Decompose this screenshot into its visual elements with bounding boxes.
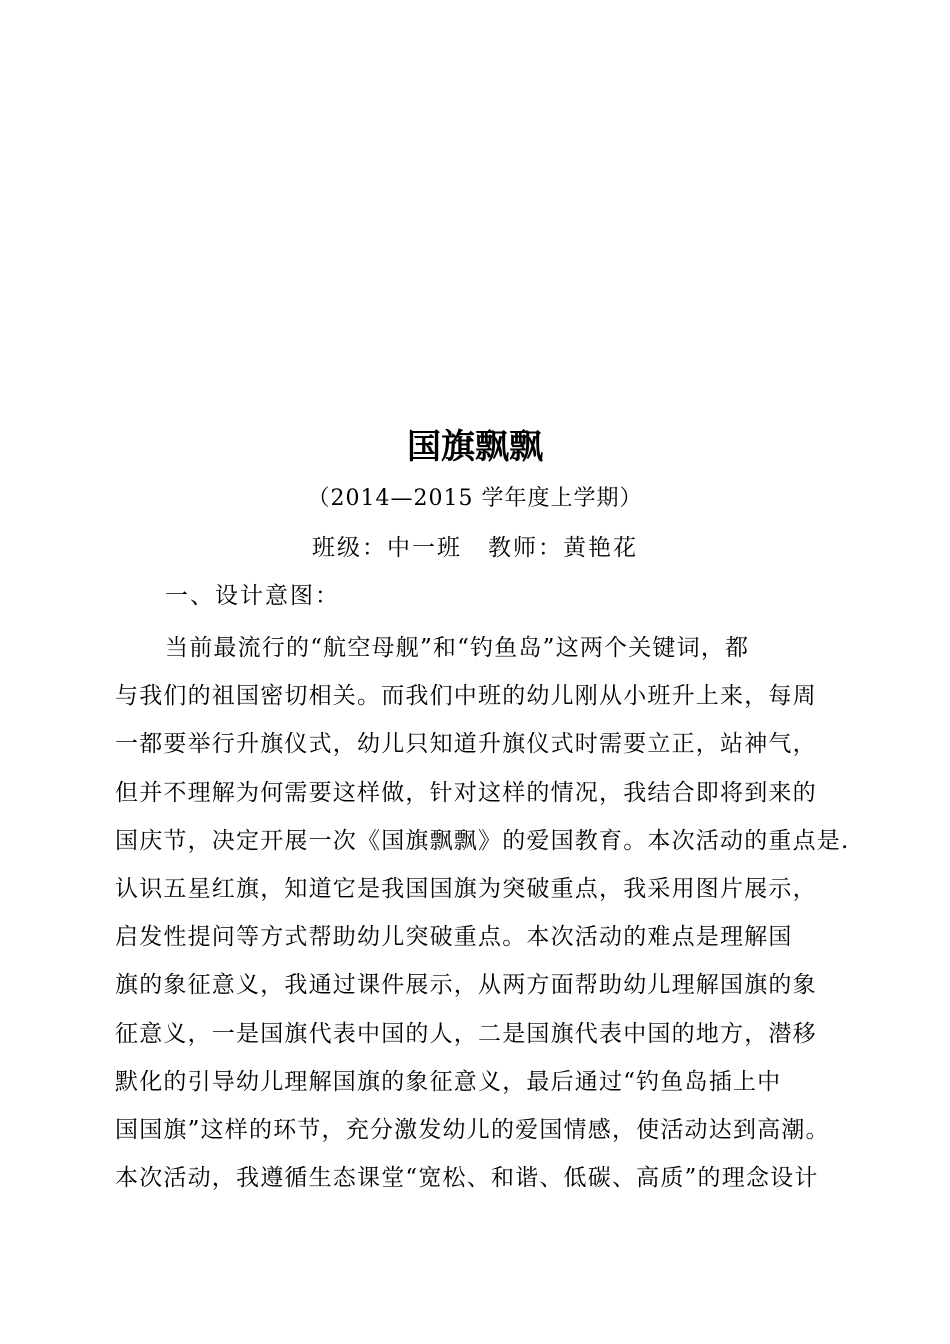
class-teacher-line [0, 532, 950, 564]
section-heading: 一、设计意图： [165, 583, 340, 609]
class-label: 班级：中一班 [312, 535, 462, 561]
paragraph-line: 一都要举行升旗仪式，幼儿只知道升旗仪式时需要立正，站神气， [115, 731, 817, 758]
paragraph-line: 征意义，一是国旗代表中国的人，二是国旗代表中国的地方，潜移 [115, 1020, 817, 1047]
paragraph-line: 本次活动，我遵循生态课堂“宽松、和谐、低碳、高质”的理念设计 [115, 1165, 819, 1192]
document-title: 国旗飘飘 [407, 427, 543, 467]
paragraph-line: 与我们的祖国密切相关。而我们中班的幼儿刚从小班升上来，每周 [115, 683, 817, 710]
paragraph-line: 国国旗”这样的环节，充分激发幼儿的爱国情感，使活动达到高潮。 [115, 1116, 830, 1143]
paragraph-line: 旗的象征意义，我通过课件展示，从两方面帮助幼儿理解国旗的象 [115, 972, 817, 999]
paragraph-line: 但并不理解为何需要这样做，针对这样的情况，我结合即将到来的 [115, 779, 817, 806]
paragraph-line: 默化的引导幼儿理解国旗的象征意义，最后通过“钓鱼岛插上中 [115, 1068, 782, 1095]
teacher-label: 教师：黄艳花 [488, 535, 638, 561]
paragraph-line: 国庆节，决定开展一次《国旗飘飘》的爱国教育。本次活动的重点是. [115, 827, 850, 854]
document-subtitle: （2014—2015 学年度上学期） [307, 486, 643, 511]
paragraph-line: 启发性提问等方式帮助幼儿突破重点。本次活动的难点是理解国 [115, 924, 793, 951]
paragraph-line: 认识五星红旗，知道它是我国国旗为突破重点，我采用图片展示， [115, 875, 817, 902]
body-paragraph [115, 624, 850, 1202]
paragraph-line: 当前最流行的“航空母舰”和“钓鱼岛”这两个关键词，都 [165, 635, 750, 661]
